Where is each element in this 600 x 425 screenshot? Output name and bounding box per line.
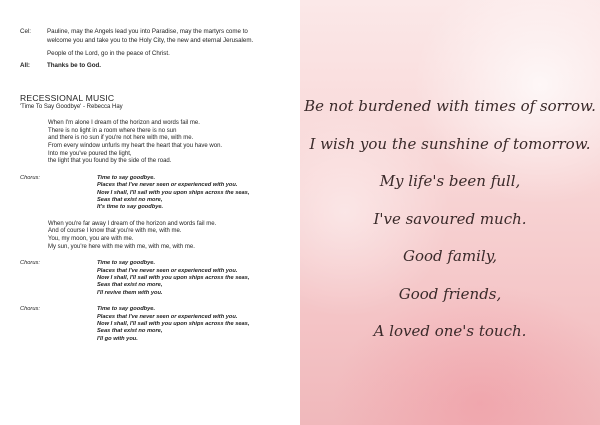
speaker-label: Cel:	[20, 28, 32, 35]
speaker-label	[20, 50, 47, 59]
poem-line: I wish you the sunshine of tomorrow.	[309, 134, 591, 153]
poem	[300, 88, 600, 351]
poem-line: A loved one's touch.	[373, 322, 527, 340]
verse-line: My sun, you're here with me with me, with me, with me.	[48, 243, 195, 250]
chorus-lines	[97, 175, 249, 212]
verse-line: and there is no sun if you're not here with me, with me.	[48, 135, 194, 142]
poem-line: My life's been full,	[379, 172, 521, 190]
chorus-lines	[97, 306, 249, 343]
chorus-label: Chorus:	[20, 174, 40, 181]
chorus-line: Seas that exist no more,	[97, 196, 163, 203]
poem-panel	[300, 0, 600, 425]
dialogue-dismissal	[20, 50, 290, 59]
chorus-line: Places that I've never seen or experienced with you.	[97, 313, 238, 320]
chorus-label: Chorus:	[20, 306, 40, 313]
dialogue-celebrant	[20, 28, 290, 46]
chorus-line: Now I shall, I'll sail with you upon ships across the seas,	[97, 274, 250, 281]
chorus-line: Places that I've never seen or experienced with you.	[97, 182, 238, 189]
chorus-lines	[97, 260, 249, 297]
section-title: RECESSIONAL MUSIC	[20, 93, 115, 104]
service-text-column	[20, 28, 290, 343]
speaker-label: All:	[20, 62, 30, 70]
verse-line: Into me you've poured the light,	[48, 150, 132, 157]
dialogue-text	[47, 62, 290, 71]
chorus-line: Time to say goodbye.	[97, 174, 156, 181]
dialogue-line: Pauline, may the Angels lead you into Paradise, may the martyrs come to	[47, 28, 248, 35]
chorus-line: It's time to say goodbye.	[97, 204, 164, 211]
chorus-line: I'll revive them with you.	[97, 289, 163, 296]
song-verse-2	[48, 221, 290, 251]
song-subtitle: 'Time To Say Goodbye' - Rebecca Hay	[20, 104, 123, 111]
verse-line: From every window unfurls my heart the heart that you have won.	[48, 142, 223, 149]
chorus-line: I'll go with you.	[97, 335, 138, 342]
chorus-line: Now I shall, I'll sail with you upon ships across the seas,	[97, 189, 250, 196]
dialogue-line: People of the Lord, go in the peace of Christ.	[47, 49, 170, 57]
poem-line: Be not burdened with times of sorrow.	[304, 97, 596, 115]
verse-line: There is no light in a room where there is no sun	[48, 127, 177, 134]
verse-line: When I'm alone I dream of the horizon and words fail me.	[48, 120, 200, 127]
poem-line: I've savoured much.	[373, 209, 527, 228]
dialogue-text	[47, 28, 290, 46]
chorus-line: Time to say goodbye.	[97, 260, 156, 267]
chorus-line: Now I shall, I'll sail with you upon ships across the seas,	[97, 321, 250, 327]
song-chorus-3	[20, 306, 290, 343]
chorus-line: Seas that exist no more,	[97, 328, 163, 335]
song-chorus-1	[20, 175, 290, 212]
dialogue-line: welcome you and take you to the Holy City, the new and eternal Jerusalem.	[47, 36, 254, 44]
verse-line: And of course I know that you're with me, with me.	[48, 228, 182, 235]
dialogue-text	[47, 50, 290, 59]
verse-line: the light that you found by the side of the road.	[48, 158, 172, 165]
song-verse-1	[48, 120, 290, 166]
poem-line: Good family,	[403, 247, 497, 265]
poem-line: Good friends,	[398, 284, 502, 303]
dialogue-all	[20, 62, 290, 71]
dialogue-line: Thanks be to God.	[47, 62, 101, 70]
chorus-line: Places that I've never seen or experienced with you.	[97, 267, 238, 274]
song-chorus-2	[20, 260, 290, 297]
verse-line: When you're far away I dream of the horizon and words fail me.	[48, 220, 217, 227]
chorus-line: Time to say goodbye.	[97, 306, 156, 313]
chorus-label: Chorus:	[20, 260, 40, 267]
verse-line: You, my moon, you are with me.	[48, 235, 134, 242]
chorus-line: Seas that exist no more,	[97, 282, 163, 289]
